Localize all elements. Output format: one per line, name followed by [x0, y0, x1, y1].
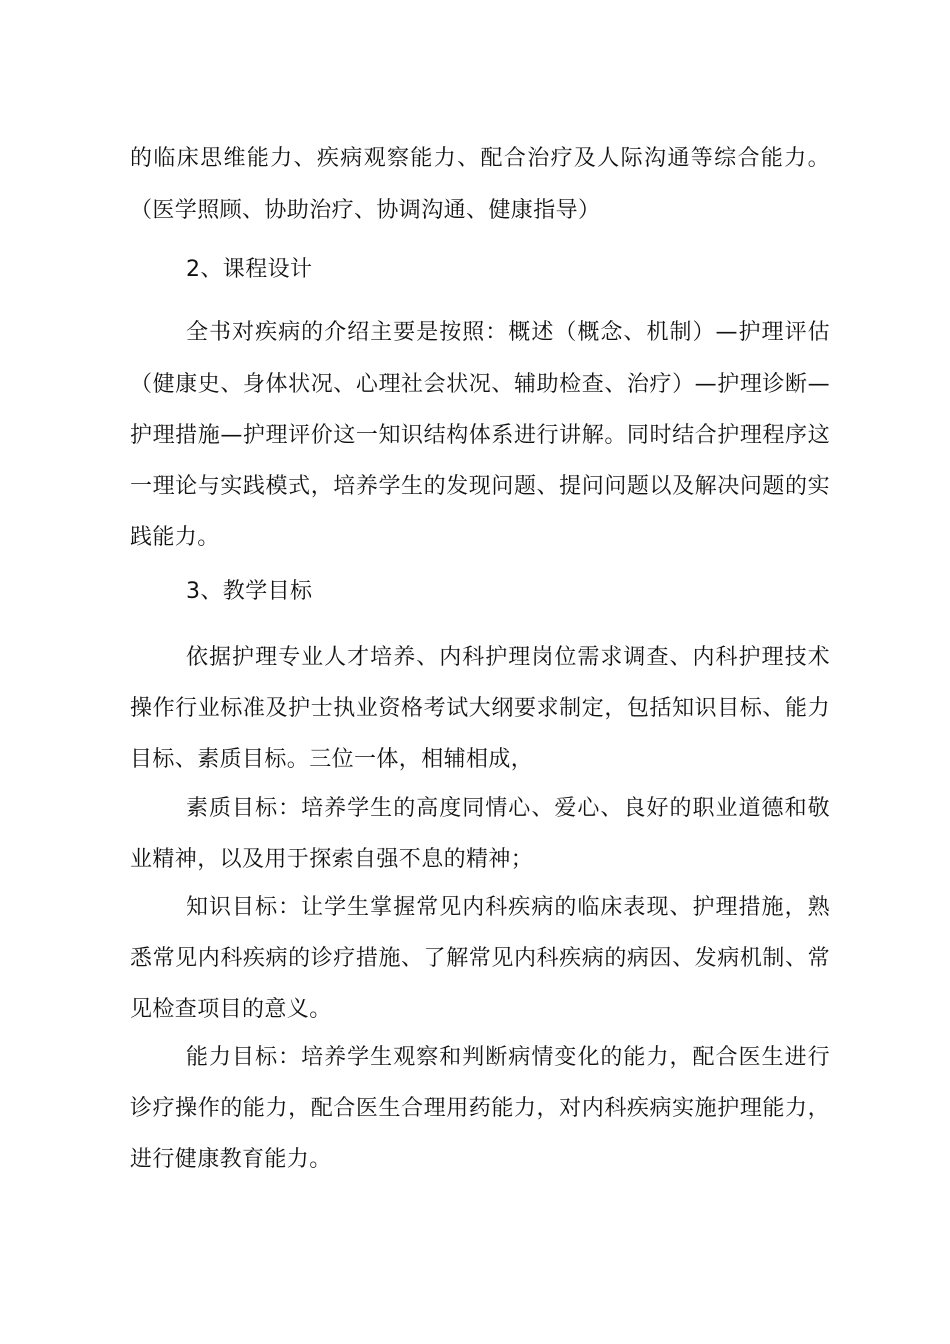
section-heading: 2、课程设计	[186, 257, 313, 282]
paragraph-line: （健康史、身体状况、心理社会状况、辅助检查、治疗）—护理诊断—	[130, 372, 830, 397]
paragraph-line: 践能力。	[130, 525, 220, 550]
paragraph-line: 操作行业标准及护士执业资格考试大纲要求制定，包括知识目标、能力	[130, 696, 830, 721]
paragraph-line: 进行健康教育能力。	[130, 1147, 332, 1172]
paragraph-line: 的临床思维能力、疾病观察能力、配合治疗及人际沟通等综合能力。	[130, 146, 830, 171]
paragraph-line: 一理论与实践模式，培养学生的发现问题、提问问题以及解决问题的实	[130, 474, 830, 499]
section-heading: 3、教学目标	[186, 579, 313, 604]
paragraph-line: 全书对疾病的介绍主要是按照：概述（概念、机制）—护理评估	[186, 320, 830, 345]
paragraph-line: 能力目标：培养学生观察和判断病情变化的能力，配合医生进行	[186, 1045, 830, 1070]
paragraph-line: 悉常见内科疾病的诊疗措施、了解常见内科疾病的病因、发病机制、常	[130, 946, 830, 971]
paragraph-line: 知识目标：让学生掌握常见内科疾病的临床表现、护理措施，熟	[186, 895, 830, 920]
paragraph-line: 依据护理专业人才培养、内科护理岗位需求调查、内科护理技术	[186, 645, 830, 670]
paragraph-line: 业精神，以及用于探索自强不息的精神；	[130, 847, 534, 872]
paragraph-line: （医学照顾、协助治疗、协调沟通、健康指导）	[130, 198, 601, 223]
paragraph-line: 诊疗操作的能力，配合医生合理用药能力，对内科疾病实施护理能力，	[130, 1096, 830, 1121]
paragraph-line: 目标、素质目标。三位一体，相辅相成，	[130, 747, 534, 772]
paragraph-line: 见检查项目的意义。	[130, 997, 332, 1022]
paragraph-line: 素质目标：培养学生的高度同情心、爱心、良好的职业道德和敬	[186, 796, 830, 821]
paragraph-line: 护理措施—护理评价这一知识结构体系进行讲解。同时结合护理程序这	[130, 423, 830, 448]
